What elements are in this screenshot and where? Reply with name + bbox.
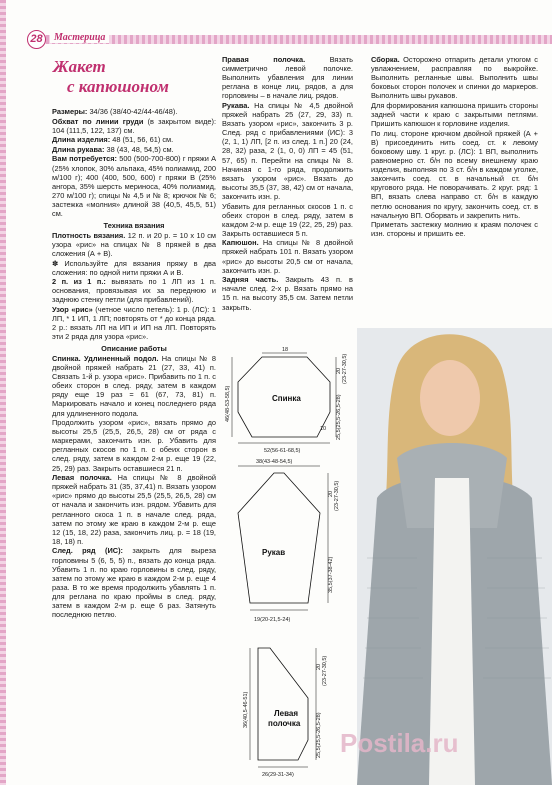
- sleeve-name: Рукав: [262, 548, 286, 557]
- paragraph-lead: 2 п. из 1 п.:: [52, 277, 106, 287]
- paragraph: [222, 101, 353, 201]
- paragraph-text: ✽ Используйте для вязания пряжу в два сложения: по одной нити пряжи А и В.: [52, 258, 216, 277]
- back-width-top: 18: [282, 347, 289, 353]
- paragraph-text: По лиц. стороне крючком двойной пряжей (А + В) присоединить нить соед. ст. к левому боковому шву. 1 круг. р. (ЛС): 1 ВП, выполнить равномерно ст. б/н по всему внешнему краю изделия, выполняя по 3 ст. б/н в каждом уголке, закончить соед. ст. в начальный ст. б/н кругового ряда. Не поворачивать. 2 круг. ряд: 1 ВП, вязать слева направо ст. б/н в каждую петлю основания по кругу, закончить соед. ст. в начальную ВП. Оборвать и закрепить нить.: [371, 128, 538, 220]
- paragraph: [52, 277, 216, 304]
- scheme-back-svg: [225, 347, 348, 454]
- paragraph-text: Закрыть 43 п. в начале след. 2-х р. Вязать прямо на 15 п. на высоту 35,5 см. Затем петли закрыть.: [222, 275, 353, 312]
- page-header: [0, 30, 552, 48]
- paragraph-text: Продолжить узором «рис», вязать прямо до высоты 25,5 (25,5, 26,5, 28) см от ряда с маркерами, закончить изн. р. Убавить для регланных скосов по 1 п. с обеих сторон в след. ряду, затем в каждом 2-м р. еще 19 (22, 25, 29) раз. Закрыть оставшиеся 21 п.: [52, 418, 216, 473]
- paragraph: [52, 305, 216, 341]
- front-height-b: (23-27-30,5): [322, 655, 328, 686]
- text-column-3: [371, 55, 538, 239]
- paragraph-lead: Обхват по линии груди: [52, 116, 144, 126]
- text-column-1: [52, 107, 216, 620]
- back-height-c: 25,5(25,5-26,5-28): [336, 394, 342, 440]
- front-outline: [258, 648, 308, 760]
- paragraph-lead: Узор «рис»: [52, 304, 93, 314]
- back-width-bottom: 52(56-61-68,5): [264, 448, 301, 454]
- paragraph-lead: Плотность вязания.: [52, 230, 126, 240]
- back-hem: 10: [320, 426, 327, 432]
- back-height-a: 20: [336, 367, 342, 374]
- paragraph-text: На спицы № 4,5 двойной пряжей набрать 25 (27, 29, 33) п. Вязать узором «рис», закончить 3 р. След. ряд с прибавлениями (ИС): 3 (2, 1, 1) ЛП, [2 п. из след. 1 п.] 20 (24, 28, 32) раза, 2 (1, 0, 0) ЛП = 45 (51, 57, 65) п. Перейти на спицы № 8. Начиная с 1-го ряда, продолжить вязать узором «рис». Вязать до высоты 35,5 (37, 38, 42) см от начала, закончить изн. р.: [222, 100, 353, 201]
- paragraph-lead: Размеры:: [52, 107, 88, 116]
- model-photo-illustration: [357, 328, 552, 785]
- front-height-left: 36(40,5-46-51): [243, 691, 249, 728]
- scheme-sleeve-svg: [238, 459, 340, 633]
- back-name: Спинка: [272, 394, 301, 403]
- article-title: [53, 57, 203, 97]
- paragraph: [52, 418, 216, 473]
- paragraph-text: (в закрытом виде): 104 (111,5, 122, 137) см.: [52, 116, 216, 135]
- paragraph: [52, 135, 216, 144]
- title-line-1: Жакет: [53, 57, 106, 76]
- paragraph-lead: Левая полочка.: [52, 473, 112, 483]
- text-column-2: [222, 55, 353, 312]
- paragraph-lead: Спинка. Удлиненный подол.: [52, 353, 159, 363]
- model-photo: [357, 328, 552, 785]
- front-height-c: 25,5(25,5-26,5-28): [316, 712, 322, 758]
- front-width-bottom: 26(29-31-34): [262, 772, 294, 778]
- paragraph-text: 34/36 (38/40-42/44-46/48).: [87, 107, 178, 116]
- sleeve-width-top: 38(43-48-54,5): [256, 459, 293, 465]
- scheme-left-front: [240, 640, 340, 785]
- paragraph-text: 48 (51, 56, 61) см.: [110, 135, 174, 145]
- paragraph: [222, 202, 353, 238]
- front-name-1: Левая: [274, 709, 298, 718]
- paragraph-lead: Вам потребуется:: [52, 154, 117, 164]
- title-line-2: с капюшоном: [67, 77, 169, 96]
- watermark: Postila.ru: [340, 728, 459, 758]
- paragraph: [52, 259, 216, 277]
- paragraph: [52, 154, 216, 218]
- scheme-front-svg: [240, 640, 340, 780]
- scheme-back: [225, 347, 348, 454]
- section-heading: Техника вязания: [103, 221, 165, 231]
- paragraph-text: На спицы № 8 двойной пряжей набрать 101 п. Вязать узором «рис» до высоты 20,5 см от начала, закончить изн. р.: [222, 238, 353, 275]
- paragraph: [52, 473, 216, 546]
- decorative-left-strip: [0, 0, 6, 785]
- paragraph: [222, 55, 353, 100]
- paragraph: [371, 101, 538, 128]
- front-name-2: полочка: [268, 719, 301, 728]
- paragraph: [52, 117, 216, 135]
- paragraph-text: Убавить для регланных скосов 1 п. с обеих сторон в след. ряду, затем в каждом 2-м р. еще 19 (22, 25, 29) раз. Закрыть оставшиеся 5 п.: [222, 201, 353, 238]
- sleeve-width-bottom: 19(20-21,5-24): [254, 617, 291, 623]
- sleeve-height-c: 35,5(37-38-42): [328, 556, 334, 593]
- sleeve-height-a: 20: [328, 490, 334, 497]
- page-number: 28: [27, 30, 46, 49]
- paragraph-lead: Рукава.: [222, 100, 250, 110]
- paragraph: [52, 145, 216, 154]
- paragraph-lead: Задняя часть.: [222, 275, 279, 285]
- section-heading: Описание работы: [101, 344, 167, 354]
- paragraph-text: На спицы № 8 двойной пряжей набрать 21 (27, 33, 41) п. Связать 1-й р. узора «рис». Прибавить по 1 п. с обеих сторон в след. ряду, затем в каждом ряду еще 19 раз = 61 (67, 73, 81) п. Маркировать начало и конец последнего ряда для удлиненного подола.: [52, 353, 216, 418]
- paragraph-lead: След. ряд (ИС):: [52, 546, 124, 556]
- paragraph: [371, 55, 538, 100]
- paragraph: [52, 231, 216, 258]
- paragraph-text: (четное число петель): 1 р. (ЛС): 1 ЛП, * 1 ИП, 1 ЛП; повторять от * до конца ряда. 2 р.: вязать ЛП на ИП и ИП на ЛП. Повторять эти 2 ряда для узора «рис».: [52, 304, 216, 342]
- paragraph-text: Для формирования капюшона пришить стороны задней части к краю с закрытыми петлями. Пришить капюшон к горловине изделия.: [371, 100, 538, 129]
- paragraph-lead: Капюшон.: [222, 238, 259, 248]
- paragraph: [52, 546, 216, 619]
- paragraph: [222, 275, 353, 311]
- paragraph-text: Вязать симметрично левой полочке. Выполнить убавления для линии реглана в конце лиц. рядов, а для горловины – в начале лиц. рядов.: [222, 55, 353, 101]
- paragraph-text: На спицы № 8 двойной пряжей набрать 31 (35, 37,41) п. Вязать узором «рис» прямо до высоты 25,5 (25,5, 26,5, 28) см от начала и закончить изн. рядом. Убавить для регланного скоса 1 п. в начале след. ряда, затем по этому же краю в каждом 2-м р. еще 12 (15, 18, 22) раза, закончить лиц. р. = 18 (19, 18, 18) п.: [52, 473, 217, 546]
- paragraph-text: 500 (500-700-800) г пряжи А (25% хлопок, 30% альпака, 45% полиамид, 200 м/100 г); 400 (400, 500, 600) г пряжи В (25% ангора, 35% шерсть мериноса, 40% полиамид, 270 м/100 г); спицы № 4,5 и № 8; крючок № 6; застежка «молния» длиной 38 (40,5, 45,5, 51) см.: [52, 154, 216, 219]
- paragraph: [371, 220, 538, 238]
- header-stripe: [40, 35, 552, 44]
- paragraph-lead: Правая полочка.: [222, 55, 306, 64]
- paragraph-text: закрыть для выреза горловины 5 (6, 5, 5) п., вязать до конца ряда. Убавить 1 п. по краю горловины в след. ряду, затем по этому же краю в каждом 2-м р. еще 4 раза. В то же время продолжить убавлять 1 п. для реглана по краю проймы в след. ряду, затем в каждом 2-м р. еще 6 раз. Затянуть последнюю петлю.: [52, 546, 216, 620]
- paragraph-text: 12 п. и 20 р. = 10 х 10 см узора «рис» на спицах № 8 пряжей в два сложения (А + В).: [52, 230, 216, 258]
- paragraph-lead: Длина изделия:: [52, 135, 111, 145]
- back-height-b: (23-27-30,5): [342, 353, 348, 384]
- paragraph-lead: Сборка.: [371, 55, 400, 64]
- scheme-sleeve: [238, 459, 340, 638]
- magazine-name: Мастерица: [50, 32, 109, 43]
- paragraph-text: вывязать по 1 ЛП из 1 п. основания, провязывая их за переднюю и заднюю стенку петли (для прибавлений).: [52, 277, 216, 305]
- sleeve-outline: [238, 473, 320, 603]
- front-height-a: 20: [316, 663, 322, 670]
- paragraph: [52, 107, 216, 116]
- back-height-left: 46(48-53-58,5): [225, 385, 231, 422]
- paragraph-lead: Длина рукава:: [52, 144, 105, 154]
- paragraph-text: Приметать застежку молнию к краям полочек с изн. стороны и пришить ее.: [371, 220, 538, 239]
- paragraph-text: 38 (43, 48, 54,5) см.: [104, 144, 174, 154]
- paragraph: [222, 238, 353, 274]
- paragraph: [52, 354, 216, 418]
- paragraph-text: Осторожно отпарить детали утюгом с увлажнением, расправляя по выкройке. Выполнить регланные швы. Выполнить швы боковых сторон полочек и спинки до маркеров. Выполнить швы рукавов.: [371, 55, 538, 101]
- paragraph: [371, 129, 538, 220]
- sleeve-height-b: (23-27-30,5): [334, 480, 340, 511]
